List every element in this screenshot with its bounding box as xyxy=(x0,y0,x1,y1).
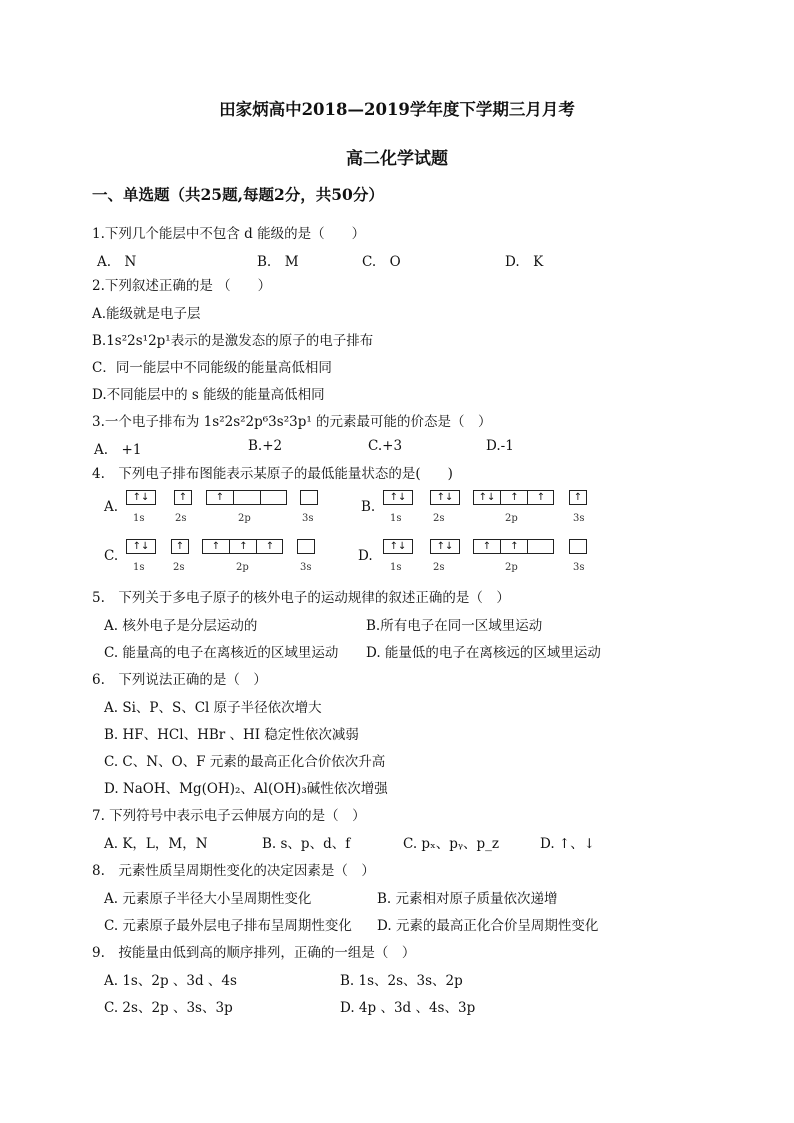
label-3s: 3s xyxy=(573,562,585,573)
q6-option-c: C. C、N、O、F 元素的最高正化合价依次升高 xyxy=(104,754,386,770)
q3-option-d: D.-1 xyxy=(486,438,514,454)
orbital-box-3s xyxy=(300,490,318,505)
q9-option-d: D. 4p 、3d 、4s、3p xyxy=(340,1000,476,1016)
label-1s: 1s xyxy=(390,513,402,524)
label-2p: 2p xyxy=(238,513,251,524)
q2-option-c: C．同一能层中不同能级的能量高低相同 xyxy=(92,360,332,376)
q4-option-b-letter: B. xyxy=(361,499,376,515)
q3-option-b: B.+2 xyxy=(248,438,283,454)
q7-option-d: D. ↑、↓ xyxy=(540,836,596,852)
question-8-stem: 8. 元素性质呈周期性变化的决定因素是（ ） xyxy=(92,863,375,879)
q5-option-b: B.所有电子在同一区域里运动 xyxy=(366,618,543,634)
orbital-2p-x: ↑ xyxy=(482,541,492,552)
q1-option-b: B. M xyxy=(257,254,299,270)
q4-option-d-letter: D. xyxy=(358,548,373,564)
question-1-stem: 1.下列几个能层中不包含 d 能级的是（ ） xyxy=(92,226,366,242)
orbital-2p-z: ↑ xyxy=(527,491,554,504)
orbital-box-2p xyxy=(206,490,287,505)
q9-option-a: A. 1s、2p 、3d 、4s xyxy=(104,973,237,989)
orbital-box-1s: ↑↓ xyxy=(126,539,156,554)
q8-option-d: D. 元素的最高正化合价呈周期性变化 xyxy=(377,918,599,934)
q6-option-a: A. Si、P、S、Cl 原子半径依次增大 xyxy=(104,700,322,716)
q2-option-b: B.1s²2s¹2p¹表示的是激发态的原子的电子排布 xyxy=(92,333,374,349)
q1-option-c: C. O xyxy=(362,254,401,270)
orbital-2p-x: ↑↓ xyxy=(478,492,496,503)
orbital-box-3s xyxy=(297,539,315,554)
label-3s: 3s xyxy=(300,562,312,573)
q1-option-a: A. N xyxy=(97,254,137,270)
q8-option-c: C. 元素原子最外层电子排布呈周期性变化 xyxy=(104,918,352,934)
orbital-box-2s: ↑ xyxy=(171,539,189,554)
label-2p: 2p xyxy=(505,562,518,573)
orbital-box-2p xyxy=(473,539,554,554)
orbital-box-2s: ↑↓ xyxy=(430,539,460,554)
q5-option-d: D. 能量低的电子在离核远的区域里运动 xyxy=(366,645,601,661)
q2-option-d: D.不同能层中的 s 能级的能量高低相同 xyxy=(92,387,325,403)
orbital-2p-z xyxy=(527,540,554,553)
orbital-box-2p xyxy=(473,490,554,505)
orbital-2p-x: ↑ xyxy=(211,541,221,552)
question-6-stem: 6. 下列说法正确的是（ ） xyxy=(92,672,267,688)
orbital-box-1s: ↑↓ xyxy=(383,539,413,554)
q4-option-a-letter: A. xyxy=(104,499,119,515)
label-2s: 2s xyxy=(173,562,185,573)
label-1s: 1s xyxy=(133,562,145,573)
label-2s: 2s xyxy=(175,513,187,524)
exam-subtitle: 高二化学试题 xyxy=(346,149,448,169)
orbital-box-2s: ↑↓ xyxy=(430,490,460,505)
question-4-stem: 4. 下列电子排布图能表示某原子的最低能量状态的是( ) xyxy=(92,466,453,482)
label-2s: 2s xyxy=(433,562,445,573)
orbital-2p-x: ↑ xyxy=(215,492,225,503)
exam-title: 田家炳高中2018—2019学年度下学期三月月考 xyxy=(219,100,575,119)
orbital-box-3s: ↑ xyxy=(569,490,587,505)
question-7-stem: 7. 下列符号中表示电子云伸展方向的是（ ） xyxy=(92,808,366,824)
q5-option-c: C. 能量高的电子在离核近的区域里运动 xyxy=(104,645,339,661)
label-2s: 2s xyxy=(433,513,445,524)
label-2p: 2p xyxy=(236,562,249,573)
question-5-stem: 5. 下列关于多电子原子的核外电子的运动规律的叙述正确的是（ ） xyxy=(92,590,510,606)
q2-option-a: A.能级就是电子层 xyxy=(92,306,201,322)
question-9-stem: 9. 按能量由低到高的顺序排列，正确的一组是（ ） xyxy=(92,945,416,961)
q3-option-c: C.+3 xyxy=(368,438,403,454)
orbital-2p-y: ↑ xyxy=(229,540,257,553)
orbital-2p-z: ↑ xyxy=(256,540,283,553)
q7-option-b: B. s、p、d、f xyxy=(262,836,351,852)
question-3-stem: 3.一个电子排布为 1s²2s²2p⁶3s²3p¹ 的元素最可能的价态是（ ） xyxy=(92,414,492,430)
question-2-stem: 2.下列叙述正确的是 （ ） xyxy=(92,278,272,294)
q7-option-c: C. pₓ、pᵧ、p_z xyxy=(403,836,500,852)
orbital-box-1s: ↑↓ xyxy=(383,490,413,505)
q6-option-b: B. HF、HCl、HBr 、HI 稳定性依次减弱 xyxy=(104,727,359,743)
section-heading: 一、单选题（共25题,每题2分，共50分） xyxy=(92,185,384,204)
q7-option-a: A. K，L，M，N xyxy=(104,836,208,852)
label-3s: 3s xyxy=(573,513,585,524)
orbital-2p-y: ↑ xyxy=(500,540,528,553)
orbital-2p-y xyxy=(233,491,261,504)
q3-option-a: A. +1 xyxy=(94,442,142,458)
q1-option-d: D. K xyxy=(505,254,544,270)
q4-option-c-letter: C. xyxy=(104,548,119,564)
q9-option-c: C. 2s、2p 、3s、3p xyxy=(104,1000,233,1016)
orbital-2p-y: ↑ xyxy=(500,491,528,504)
orbital-box-2p xyxy=(202,539,283,554)
q8-option-a: A. 元素原子半径大小呈周期性变化 xyxy=(104,891,312,907)
label-3s: 3s xyxy=(302,513,314,524)
q5-option-a: A. 核外电子是分层运动的 xyxy=(104,618,258,634)
label-1s: 1s xyxy=(133,513,145,524)
label-1s: 1s xyxy=(390,562,402,573)
q8-option-b: B. 元素相对原子质量依次递增 xyxy=(377,891,558,907)
q9-option-b: B. 1s、2s、3s、2p xyxy=(340,973,463,989)
orbital-box-1s: ↑↓ xyxy=(126,490,156,505)
label-2p: 2p xyxy=(505,513,518,524)
orbital-2p-z xyxy=(260,491,287,504)
q6-option-d: D. NaOH、Mg(OH)₂、Al(OH)₃碱性依次增强 xyxy=(104,781,388,797)
orbital-box-3s xyxy=(569,539,587,554)
orbital-box-2s: ↑ xyxy=(174,490,192,505)
